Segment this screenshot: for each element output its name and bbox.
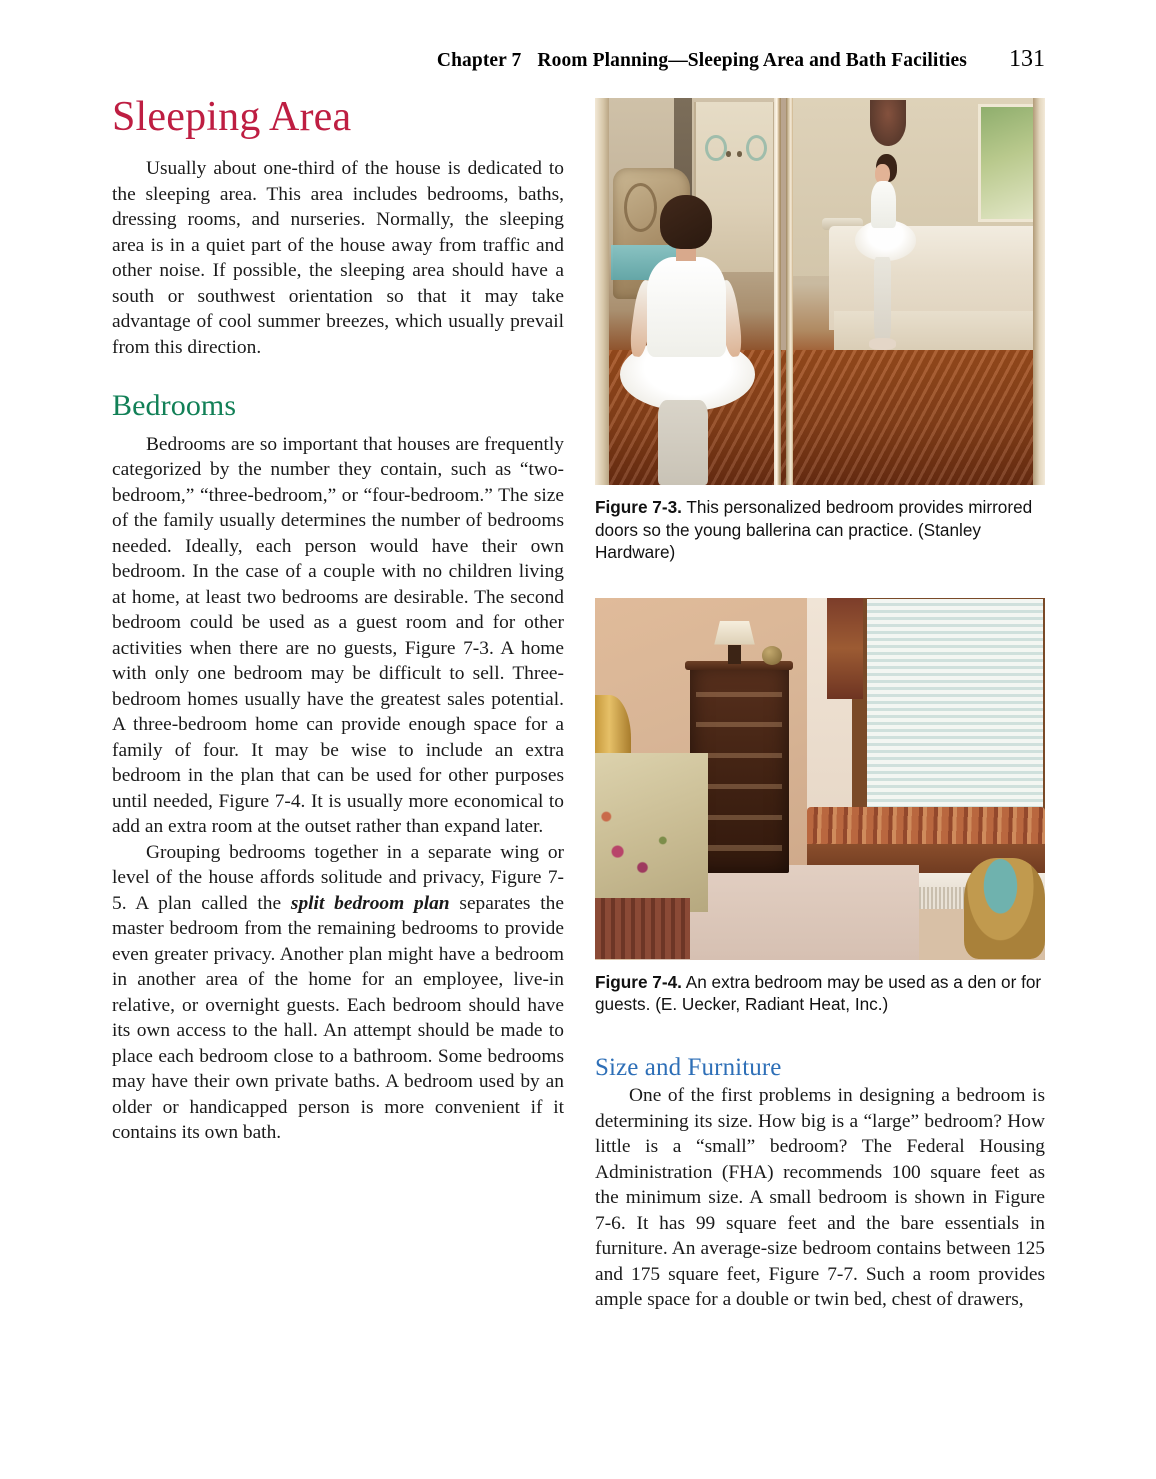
reflected-window <box>978 104 1038 222</box>
floral-bedspread <box>595 753 708 912</box>
reflected-armoire <box>694 102 775 272</box>
window-seat-cushion <box>807 807 1046 847</box>
section-heading-size-and-furniture: Size and Furniture <box>595 1053 782 1081</box>
header-chapter-label: Chapter 7 <box>436 50 522 71</box>
girl-leotard <box>647 257 726 358</box>
drawer-pull-2 <box>696 722 782 727</box>
drawer-pull-6 <box>696 845 782 850</box>
page-number: 131 <box>1009 46 1045 72</box>
term-split-bedroom-plan: split bedroom plan <box>290 892 450 914</box>
figure-7-4-caption <box>595 971 1045 1016</box>
photo-2-scene <box>595 598 1045 960</box>
photo-1-scene <box>595 98 1045 485</box>
paragraph-bedrooms-count: Bedrooms are so important that houses are frequently categorized by the number they contain, such as “two-bedroom,” “three-bedroom,” or “four-bedroom.” The size of the family usually determines the number of bedrooms needed. Ideally, each person would have their own bedroom. In the case of a couple with no children living at home, at least two bedrooms are desirable. The second bedroom could be used as a guest room and for other activities when there are no guests, Figure 7-3. A home with only one bedroom may be difficult to sell. Three-bedroom homes usually have the greatest sales potential. A three-bedroom home can provide enough space for a family of four. It may be wise to include an extra bedroom in the plan that can be used for other purposes until needed, Figure 7-4. It is usually more economical to add an extra room at the outset rather than expand later. <box>112 433 564 837</box>
girl-head <box>660 195 712 249</box>
paragraph-bedroom-grouping <box>112 840 564 1146</box>
paragraph-bedroom-size: One of the first problems in designing a bedroom is determining its size. How big is a “large” bedroom? How little is a “small” bedroom? The Federal Housing Administration (FHA) recommends 100 square feet as the minimum size. A small bedroom is shown in Figure 7-6. It has 99 square feet and the bare essentials in furniture. An average-size bedroom contains between 125 and 175 square feet, Figure 7-7. Such a room provides ample space for a double or twin bed, chest of drawers, <box>595 1085 1045 1310</box>
closet-edge-left <box>595 98 609 485</box>
paragraph-sleeping-area-intro: Usually about one-third of the house is dedicated to the sleeping area. This area includes bedrooms, baths, dressing rooms, and nurseries. Normally, the sleeping area is in a quiet part of the house away from traffic and other noise. If possible, the sleeping area should have a south or southwest orientation so that it may take advantage of cool summer breezes, which usually prevail from this direction. <box>112 158 564 358</box>
paragraph-grouping-text-end: separates the master bedroom from the remaining bedrooms to provide even greater privacy. Another plan might have a bedroom in another area of the home for an employee, live-in relative, or overnight guests. Each bedroom should have its own access to the hall. An attempt should be made to place each bedroom close to a bathroom. Some bedrooms may have their own private baths. A bedroom used by an older or handicapped person is more convenient if it contains its own bath. <box>112 892 564 1143</box>
figure-gap-spacer <box>595 564 1045 598</box>
figure-7-4-caption-text: An extra bedroom may be used as a den or for guests. (E. Uecker, Radiant Heat, Inc.) <box>595 971 1042 1014</box>
reflection-leotard <box>871 181 896 227</box>
running-header <box>110 46 1045 74</box>
figure-7-4-number: Figure 7-4. <box>595 971 682 992</box>
page-title: Sleeping Area <box>112 94 352 140</box>
paragraph-grouping-text-start: Grouping bedrooms together in a separate wing or level of the house affords solitude and privacy, Figure 7-5. A plan called the <box>112 841 564 914</box>
armoire-wreath-left <box>705 135 726 161</box>
figure-7-4 <box>595 598 1045 1016</box>
drawer-pull-4 <box>696 784 782 789</box>
drawer-pull-5 <box>696 815 782 820</box>
left-column <box>112 96 564 1146</box>
header-chapter-title: Room Planning—Sleeping Area and Bath Facilities <box>537 50 967 71</box>
mirror-door-frame-left <box>774 98 781 485</box>
upholstered-stool <box>964 858 1045 959</box>
plaid-bed-skirt <box>595 898 690 960</box>
reflection-ballet-shoes <box>869 338 896 350</box>
figure-7-3-number: Figure 7-3. <box>595 497 682 517</box>
figure-7-3 <box>595 98 1045 564</box>
closet-edge-right <box>1033 98 1045 485</box>
window-blinds <box>867 599 1043 838</box>
reflection-tights <box>874 257 890 342</box>
armoire-wreath-right <box>746 135 767 161</box>
girl-tights <box>658 400 708 485</box>
wicker-ring-detail <box>624 183 657 232</box>
figure-7-3-caption-text: This personalized bedroom provides mirrored doors so the young ballerina can practice. (Stanley Hardware) <box>595 497 1033 562</box>
section-heading-bedrooms: Bedrooms <box>112 389 237 422</box>
figure-7-3-caption <box>595 496 1045 564</box>
table-lamp-base <box>728 645 742 665</box>
right-column <box>595 98 1045 1313</box>
photo-guest-bedroom-window-seat <box>595 598 1045 960</box>
drawer-pull-1 <box>696 692 782 697</box>
drawer-pull-3 <box>696 753 782 758</box>
caption-gap-spacer <box>595 1016 1045 1054</box>
reflected-bed-skirt <box>834 311 1046 354</box>
armoire-knob-right <box>737 151 742 156</box>
wall-hanging-decor <box>870 100 906 146</box>
photo-ballerina-mirrored-doors <box>595 98 1045 485</box>
window-valance <box>827 598 863 699</box>
table-lamp-shade <box>714 621 755 645</box>
mirror-door-frame-right <box>786 98 793 485</box>
